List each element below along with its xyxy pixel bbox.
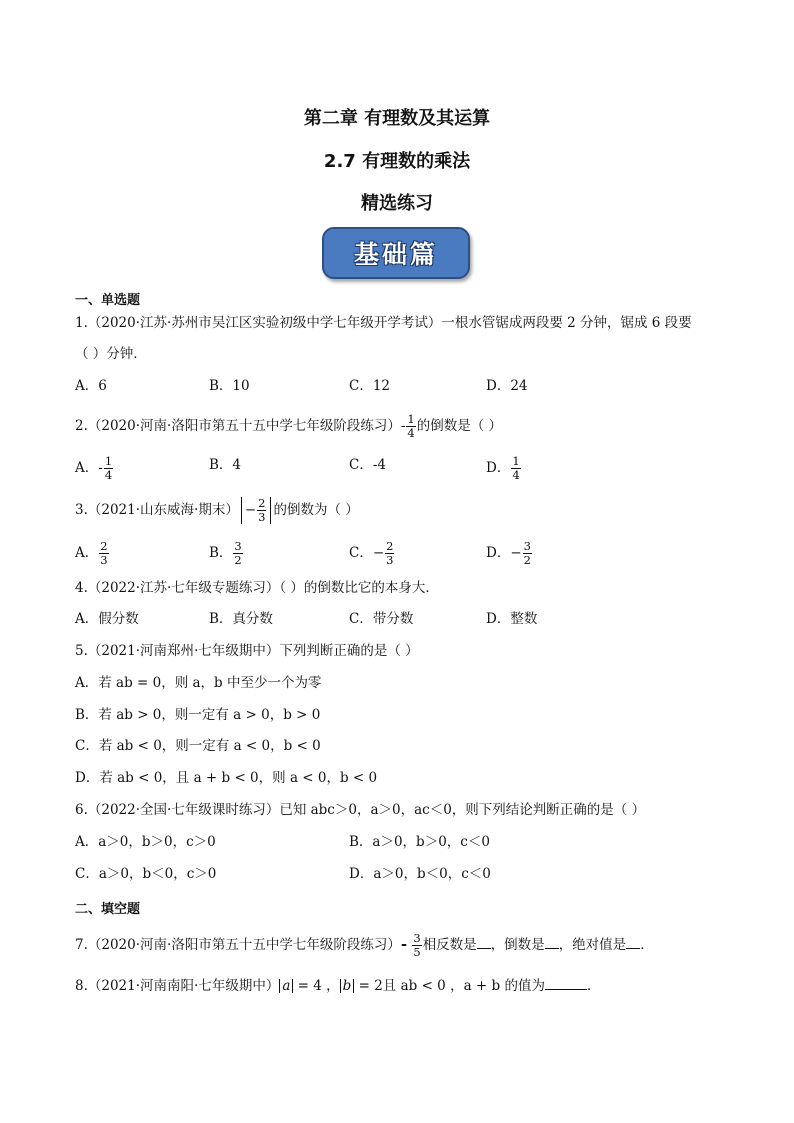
q2-option-a-minus: - — [98, 460, 103, 476]
q2-minus: - — [400, 418, 406, 434]
q3-abs-fraction — [257, 497, 266, 524]
practice-subtitle: 精选练习 — [361, 193, 433, 214]
q2-option-a-fraction — [104, 455, 113, 482]
q3-option-b-num: 3 — [234, 539, 242, 553]
q8-blank[interactable] — [545, 977, 587, 990]
q3-option-a — [75, 540, 110, 567]
q8-end: ． — [586, 978, 601, 994]
q3-option-a-num: 2 — [100, 539, 108, 553]
q3-option-c-fraction — [385, 540, 394, 567]
q7-text-2: ，倒数是 — [490, 937, 545, 953]
q2-option-d — [486, 455, 522, 482]
q3-option-b-fraction — [233, 540, 242, 567]
q3-abs-num: 2 — [258, 496, 266, 510]
q3-option-d-neg: − — [510, 545, 522, 561]
q3-option-d-fraction — [523, 540, 532, 567]
q8-a-tail: = 4 ， — [293, 978, 340, 994]
q2-option-a — [75, 455, 114, 482]
q3-option-d-label: D． — [486, 545, 511, 561]
q1-option-a: A．6 — [75, 378, 107, 394]
q1-option-b: B．10 — [209, 378, 250, 394]
q5-option-b: B．若 ab > 0，则一定有 a > 0，b > 0 — [75, 707, 321, 723]
q3-option-c-label: C． — [349, 545, 373, 561]
q7-end: ． — [640, 937, 654, 953]
q2-option-d-fraction — [511, 455, 520, 482]
q2-option-b: B．4 — [209, 457, 242, 473]
q2-option-a-label: A． — [75, 460, 99, 476]
q8-abs-a: a — [279, 979, 293, 993]
q2-frac-den: 4 — [407, 426, 415, 440]
q4-option-d: D．整数 — [486, 611, 538, 627]
q2-option-d-label: D． — [486, 460, 511, 476]
q8-abs-b: b — [340, 979, 355, 993]
q2-option-c-label: C． — [349, 457, 373, 473]
q2-prefix: 2.（2020·河南·洛阳市第五十五中学七年级阶段练习） — [75, 418, 401, 434]
q2-suffix: 的倒数是（ ） — [416, 418, 503, 434]
q3-abs-den: 3 — [258, 510, 266, 524]
q7-blank-1[interactable] — [477, 936, 491, 949]
q3-option-b-label: B． — [209, 545, 233, 561]
question-5-stem: 5.（2021·河南郑州·七年级期中）下列判断正确的是（ ） — [75, 643, 419, 659]
question-1-stem: 1.（2020·江苏·苏州市吴江区实验初级中学七年级开学考试）一根水管锯成两段要 2 分钟，锯成 6 段要 — [75, 315, 692, 331]
q5-option-c: C．若 ab < 0，则一定有 a < 0，b < 0 — [75, 738, 321, 754]
q3-option-c — [349, 540, 395, 567]
question-4-stem: 4.（2022·江苏·七年级专题练习）（ ）的倒数比它的本身大． — [75, 580, 439, 596]
q8-b-tail: = 2且 ab < 0 ，a + b 的值为 — [354, 978, 545, 994]
question-7-stem — [75, 932, 654, 959]
q7-text-1: 相反数是 — [422, 937, 477, 953]
q3-option-c-num: 2 — [386, 539, 394, 553]
q2-frac-num: 1 — [407, 412, 415, 426]
question-8-stem — [75, 976, 600, 996]
q3-option-d-den: 2 — [523, 553, 531, 567]
q4-option-a: A．假分数 — [75, 611, 139, 627]
q3-option-d — [486, 540, 533, 567]
section-heading-single-choice: 一、单选题 — [75, 293, 141, 308]
q2-option-a-num: 1 — [104, 454, 113, 468]
level-badge — [322, 227, 470, 279]
level-badge-label: 基础篇 — [353, 240, 438, 269]
q2-option-c — [349, 455, 386, 475]
question-2-stem — [75, 413, 502, 440]
q2-option-a-den: 4 — [104, 468, 113, 482]
q2-option-c-value: -4 — [372, 457, 386, 473]
q3-option-b — [209, 540, 244, 567]
q3-suffix: 的倒数为（ ） — [273, 502, 359, 518]
question-6-stem: 6.（2022·全国·七年级课时练习）已知 abc＞0，a＞0，ac＜0，则下列结论判断正确的是（ ） — [75, 802, 646, 818]
q2-fraction — [406, 413, 415, 440]
q1-option-c: C．12 — [349, 378, 391, 394]
q8-prefix: 8.（2021·河南南阳·七年级期中） — [75, 978, 280, 994]
q3-abs-neg: − — [244, 502, 257, 518]
q7-blank-2[interactable] — [545, 936, 559, 949]
q4-option-b: B．真分数 — [209, 611, 273, 627]
q3-prefix: 3.（2021·山东威海·期末） — [75, 502, 239, 518]
q3-option-a-fraction — [99, 540, 108, 567]
section-title: 2.7 有理数的乘法 — [323, 151, 471, 172]
q7-text-3: ，绝对值是 — [558, 937, 627, 953]
q7-frac-den: 5 — [413, 945, 421, 959]
section-heading-fill-blank: 二、填空题 — [75, 902, 141, 917]
chapter-title: 第二章 有理数及其运算 — [303, 108, 491, 129]
q2-option-d-num: 1 — [512, 454, 520, 468]
q6-option-d: D．a＞0，b＜0，c＜0 — [349, 866, 491, 882]
q7-minus: - — [400, 935, 408, 953]
q7-prefix: 7.（2020·河南·洛阳市第五十五中学七年级阶段练习） — [75, 937, 401, 953]
q6-option-c: C．a＞0，b＜0，c＞0 — [75, 866, 217, 882]
q7-fraction — [412, 932, 421, 959]
q7-frac-num: 3 — [413, 931, 421, 945]
q3-option-a-label: A． — [75, 545, 99, 561]
q3-option-c-den: 3 — [386, 553, 394, 567]
question-1-stem-cont: （ ）分钟． — [75, 346, 147, 362]
q5-option-d: D．若 ab < 0，且 a + b < 0，则 a < 0，b < 0 — [75, 770, 378, 786]
q3-option-d-num: 3 — [523, 539, 531, 553]
q2-option-d-den: 4 — [512, 468, 520, 482]
q3-option-a-den: 3 — [100, 553, 108, 567]
q1-option-d: D．24 — [486, 378, 528, 394]
q3-option-b-den: 2 — [234, 553, 242, 567]
q5-option-a: A．若 ab = 0，则 a，b 中至少一个为零 — [75, 675, 322, 691]
q3-option-c-neg: − — [372, 545, 385, 561]
question-3-stem — [75, 497, 359, 524]
q3-absolute-value — [241, 497, 272, 524]
q7-blank-3[interactable] — [626, 936, 640, 949]
q6-option-b: B．a＞0，b＞0，c＜0 — [349, 834, 490, 850]
q6-option-a: A．a＞0，b＞0，c＞0 — [75, 834, 216, 850]
q4-option-c: C．带分数 — [349, 611, 414, 627]
